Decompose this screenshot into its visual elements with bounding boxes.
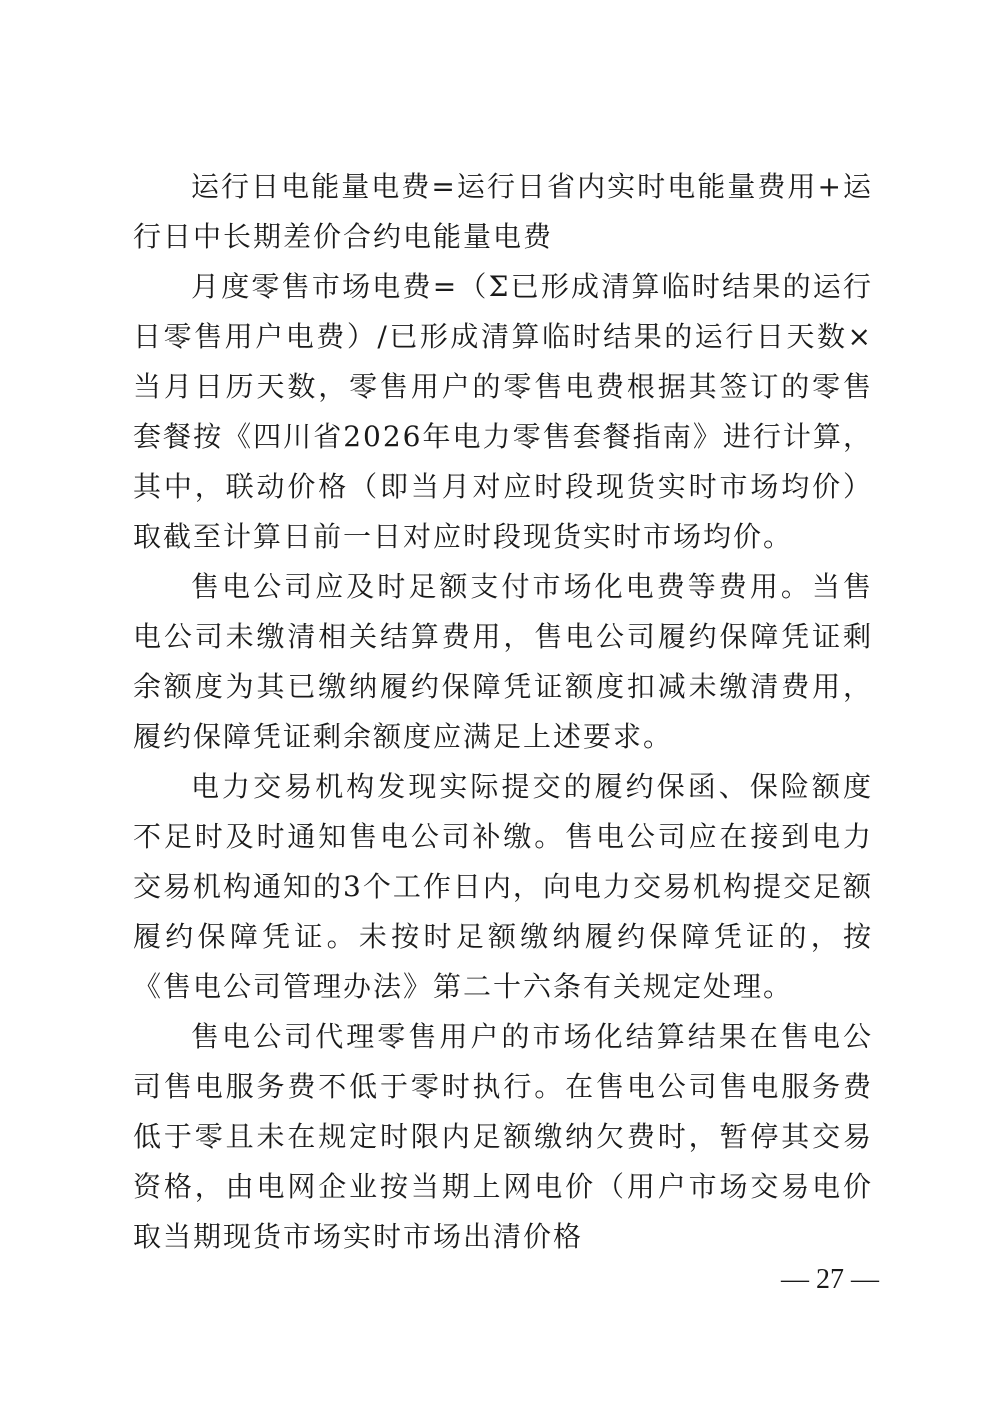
paragraph-payment-obligation: 售电公司应及时足额支付市场化电费等费用。当售电公司未缴清相关结算费用，售电公司履约保障凭证剩余额度为其已缴纳履约保障凭证额度扣减未缴清费用，履约保障凭证剩余额度应满足上述要求。 (133, 570, 873, 753)
page-number: — 27 — (781, 1264, 879, 1295)
paragraph-monthly-retail-fee: 月度零售市场电费=（Σ已形成清算临时结果的运行日零售用户电费）/已形成清算临时结果的运行日天数×当月日历天数，零售用户的零售电费根据其签订的零售套餐按《四川省2026年电力零售套餐指南》进行计算，其中，联动价格（即当月对应时段现货实时市场均价）取截至计算日前一日对应时段现货实时市场均价。 (133, 270, 873, 553)
body-text (133, 162, 873, 1262)
paragraph-daily-energy-fee: 运行日电能量电费=运行日省内实时电能量费用+运行日中长期差价合约电能量电费 (133, 170, 873, 253)
paragraph-guarantee-shortfall: 电力交易机构发现实际提交的履约保函、保险额度不足时及时通知售电公司补缴。售电公司应在接到电力交易机构通知的3个工作日内，向电力交易机构提交足额履约保障凭证。未按时足额缴纳履约保障凭证的，按《售电公司管理办法》第二十六条有关规定处理。 (133, 770, 873, 1003)
paragraph-settlement-execution: 售电公司代理零售用户的市场化结算结果在售电公司售电服务费不低于零时执行。在售电公司售电服务费低于零且未在规定时限内足额缴纳欠费时，暂停其交易资格，由电网企业按当期上网电价（用户市场交易电价取当期现货市场实时市场出清价格 (133, 1020, 873, 1253)
